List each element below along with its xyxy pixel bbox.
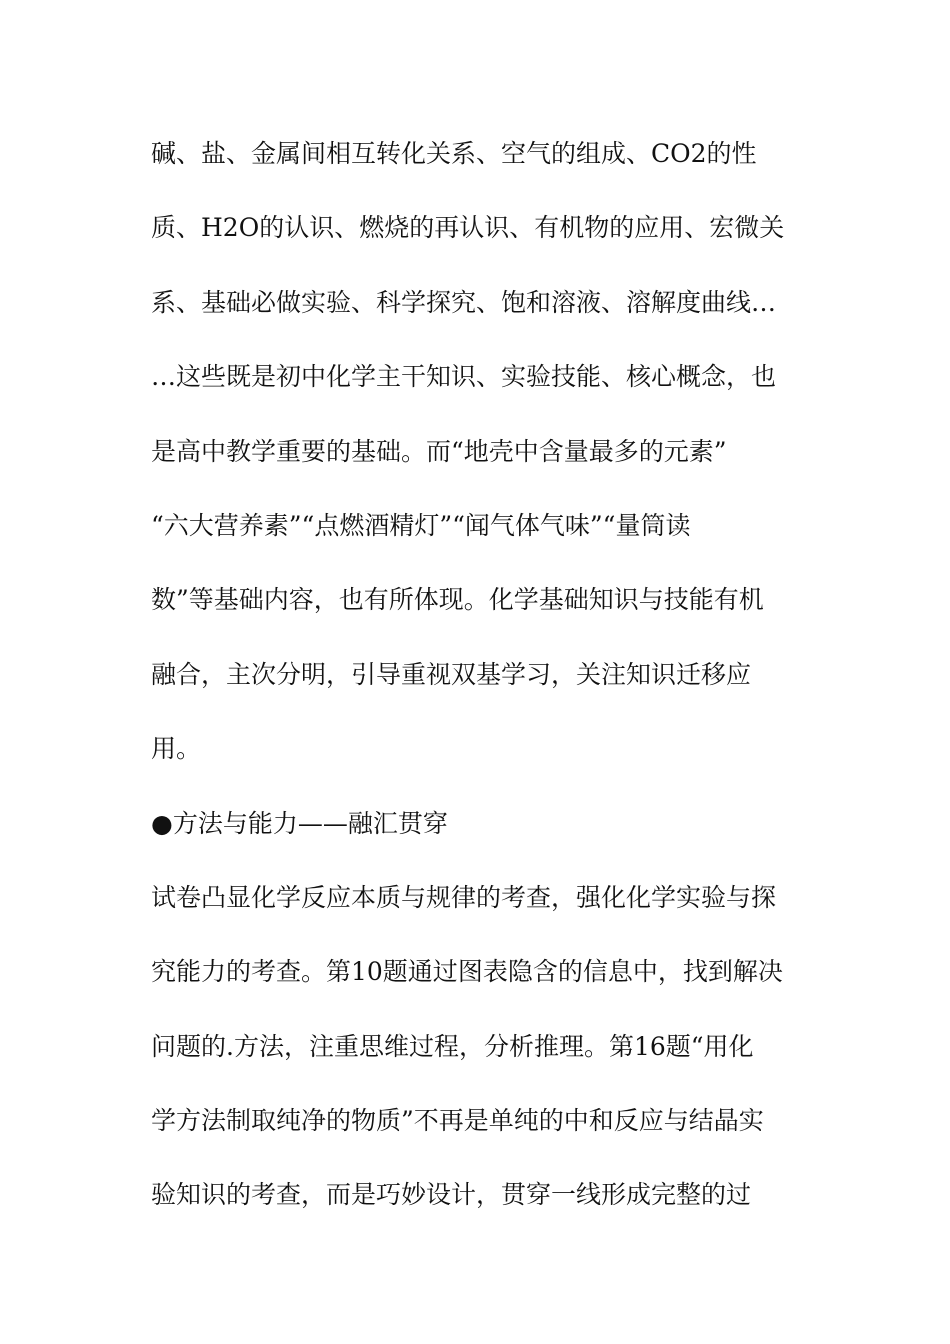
- text-line: 系、基础必做实验、科学探究、饱和溶液、溶解度曲线…: [151, 287, 777, 317]
- text-line: 数”等基础内容，也有所体现。化学基础知识与技能有机: [151, 585, 764, 615]
- text-line: 究能力的考查。第10题通过图表隐含的信息中，找到解决: [151, 957, 783, 987]
- text-line: 用。: [151, 734, 202, 764]
- text-line: …这些既是初中化学主干知识、实验技能、核心概念，也: [151, 362, 777, 392]
- text-line: “六大营养素”“点燃酒精灯”“闻气体气味”“量筒读: [151, 510, 691, 540]
- text-line: 融合，主次分明，引导重视双基学习，关注知识迁移应: [151, 659, 752, 689]
- text-line: 学方法制取纯净的物质”不再是单纯的中和反应与结晶实: [151, 1106, 764, 1136]
- text-line: 问题的.方法，注重思维过程，分析推理。第16题“用化: [151, 1031, 754, 1061]
- document-body: [151, 130, 811, 1246]
- text-line: 是高中教学重要的基础。而“地壳中含量最多的元素”: [151, 436, 727, 466]
- section-heading: ●方法与能力——融汇贯穿: [151, 808, 448, 838]
- text-line: 碱、盐、金属间相互转化关系、空气的组成、CO2的性: [151, 139, 757, 168]
- text-line: 试卷凸显化学反应本质与规律的考查，强化化学实验与探: [151, 882, 777, 912]
- text-line: 验知识的考查，而是巧妙设计，贯穿一线形成完整的过: [151, 1180, 752, 1210]
- text-line: 质、H2O的认识、燃烧的再认识、有机物的应用、宏微关: [151, 213, 785, 243]
